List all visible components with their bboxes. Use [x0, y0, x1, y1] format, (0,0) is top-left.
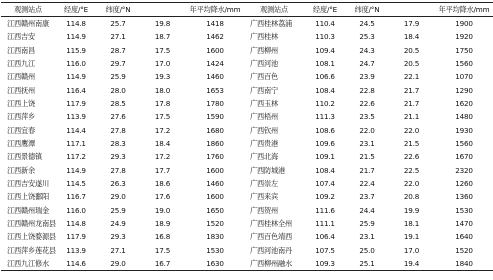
value-cell: 1600: [206, 165, 224, 175]
value-cell: 109.2: [315, 192, 335, 202]
value-cell: 29.3: [110, 232, 126, 242]
value-cell: 1653: [206, 85, 224, 95]
value-cell: 19.4: [403, 258, 420, 268]
station-name-cell: 广西贵港: [250, 138, 278, 148]
value-cell: 25.1: [359, 258, 375, 268]
value-cell: 1070: [455, 72, 473, 82]
value-cell: 20.5: [403, 45, 420, 55]
value-cell: 1900: [455, 19, 473, 28]
value-cell: 107.5: [315, 245, 335, 255]
value-cell: 2320: [455, 165, 473, 175]
value-cell: 18.9: [154, 218, 171, 228]
header-station-left: 观测站点: [14, 5, 42, 14]
value-cell: 19.1: [403, 232, 420, 242]
value-cell: 23.1: [359, 232, 375, 242]
table-row: [1, 83, 493, 96]
value-cell: 24.9: [110, 218, 126, 228]
value-cell: 27.8: [110, 125, 126, 135]
value-cell: 18.6: [154, 178, 171, 188]
value-cell: 24.7: [359, 58, 375, 68]
value-cell: 18.0: [154, 85, 171, 95]
value-cell: 106.6: [315, 72, 335, 82]
value-cell: 1640: [455, 232, 473, 242]
station-name-cell: 广西柳州融水: [250, 258, 292, 268]
value-cell: 17.2: [154, 125, 171, 135]
station-name-cell: 江西新余: [7, 165, 35, 175]
value-cell: 17.7: [154, 165, 171, 175]
table-row: [1, 57, 493, 70]
table-row: [1, 203, 493, 216]
value-cell: 21.7: [403, 85, 420, 95]
value-cell: 22.5: [403, 165, 420, 175]
station-name-cell: 江西景德镇: [7, 152, 42, 162]
value-cell: 1840: [455, 258, 473, 268]
value-cell: 117.9: [66, 98, 86, 108]
value-cell: 109.1: [315, 152, 335, 162]
value-cell: 26.3: [110, 178, 126, 188]
value-cell: 27.6: [110, 112, 126, 122]
value-cell: 114.5: [66, 178, 86, 188]
value-cell: 1360: [455, 192, 473, 202]
value-cell: 1920: [455, 32, 473, 42]
station-name-cell: 广西河池南丹: [250, 245, 292, 255]
value-cell: 29.0: [110, 192, 126, 202]
station-name-cell: 广西钦州: [250, 125, 278, 135]
value-cell: 114.9: [66, 72, 86, 82]
value-cell: 114.4: [66, 125, 86, 135]
value-cell: 21.7: [359, 165, 375, 175]
header-latitude-right: 纬度/°N: [354, 5, 380, 14]
table-row: [1, 177, 493, 190]
value-cell: 23.5: [359, 112, 375, 122]
value-cell: 29.7: [110, 58, 126, 68]
value-cell: 116.0: [66, 58, 86, 68]
header-blank-right: [388, 3, 435, 17]
table-row: [1, 190, 493, 203]
value-cell: 116.0: [66, 205, 86, 215]
value-cell: 25.0: [359, 245, 375, 255]
value-cell: 1600: [206, 45, 224, 55]
value-cell: 117.9: [66, 232, 86, 242]
value-cell: 116.7: [66, 192, 86, 202]
table-row: [1, 244, 493, 257]
table-row: [1, 70, 493, 83]
value-cell: 110.4: [315, 19, 335, 28]
station-name-cell: 广西崇左: [250, 178, 278, 188]
value-cell: 21.5: [403, 138, 420, 148]
value-cell: 1560: [455, 58, 473, 68]
value-cell: 1680: [206, 125, 224, 135]
table-row: [1, 257, 493, 271]
station-name-cell: 广西南宁: [250, 85, 278, 95]
station-name-cell: 广西玉林: [250, 98, 278, 108]
value-cell: 1670: [455, 152, 473, 162]
header-blank-left: [139, 3, 186, 17]
station-name-cell: 江西萍乡: [7, 112, 35, 122]
value-cell: 1470: [455, 218, 473, 228]
value-cell: 1650: [206, 205, 224, 215]
value-cell: 109.3: [315, 258, 335, 268]
value-cell: 21.1: [403, 112, 420, 122]
value-cell: 117.2: [66, 152, 86, 162]
value-cell: 108.1: [315, 58, 335, 68]
value-cell: 22.0: [359, 125, 375, 135]
value-cell: 28.3: [110, 138, 126, 148]
value-cell: 115.9: [66, 45, 86, 55]
value-cell: 22.8: [359, 85, 375, 95]
value-cell: 17.8: [154, 98, 171, 108]
value-cell: 17.6: [154, 192, 171, 202]
table-row: [1, 17, 493, 31]
value-cell: 1520: [206, 218, 224, 228]
value-cell: 17.5: [154, 45, 171, 55]
station-name-cell: 江西上饶婺源县: [7, 232, 56, 242]
value-cell: 1930: [455, 125, 473, 135]
value-cell: 1630: [206, 258, 224, 268]
header-precip-left: 年平均降水/mm: [189, 5, 241, 14]
table-row: [1, 217, 493, 230]
header-latitude-left: 纬度/°N: [105, 5, 131, 14]
value-cell: 27.1: [110, 32, 126, 42]
station-name-cell: 江西赣州南康: [7, 19, 49, 28]
value-cell: 1424: [206, 58, 224, 68]
station-name-cell: 广西桂林荔浦: [250, 19, 292, 28]
value-cell: 25.7: [110, 19, 126, 28]
value-cell: 27.8: [110, 165, 126, 175]
table-row: [1, 110, 493, 123]
value-cell: 22.4: [359, 178, 375, 188]
value-cell: 17.2: [154, 152, 171, 162]
value-cell: 1462: [206, 32, 224, 42]
value-cell: 22.1: [403, 72, 420, 82]
value-cell: 1260: [455, 178, 473, 188]
value-cell: 1290: [455, 85, 473, 95]
station-name-cell: 广西桂林全州: [250, 218, 292, 228]
station-name-cell: 广西柳州: [250, 45, 278, 55]
station-name-cell: 江西萍乡莲花县: [7, 245, 56, 255]
value-cell: 18.4: [154, 138, 171, 148]
value-cell: 25.9: [110, 72, 126, 82]
value-cell: 24.5: [359, 19, 375, 28]
station-name-cell: 江西抚州: [7, 85, 35, 95]
header-station-right: 观测站点: [260, 5, 288, 14]
value-cell: 23.1: [359, 138, 375, 148]
value-cell: 108.6: [315, 125, 335, 135]
value-cell: 18.7: [154, 32, 171, 42]
station-name-cell: 江西九江修水: [7, 258, 49, 268]
value-cell: 1600: [206, 192, 224, 202]
value-cell: 110.2: [315, 98, 335, 108]
station-name-cell: 广西来宾: [250, 192, 278, 202]
header-longitude-right: 经度/°E: [313, 5, 337, 14]
station-name-cell: 江西鹰潭: [7, 138, 35, 148]
value-cell: 1520: [455, 245, 473, 255]
value-cell: 28.7: [110, 45, 126, 55]
value-cell: 25.3: [359, 32, 375, 42]
value-cell: 113.9: [66, 112, 86, 122]
station-name-cell: 广西防城港: [250, 165, 285, 175]
value-cell: 111.3: [315, 112, 335, 122]
value-cell: 19.0: [154, 205, 171, 215]
value-cell: 1590: [206, 112, 224, 122]
value-cell: 28.5: [110, 98, 126, 108]
table-row: [1, 123, 493, 136]
station-table: [1, 2, 493, 271]
value-cell: 19.8: [154, 19, 171, 28]
value-cell: 27.1: [110, 245, 126, 255]
station-name-cell: 江西赣州: [7, 72, 35, 82]
table-row: [1, 163, 493, 176]
value-cell: 17.9: [403, 19, 420, 28]
value-cell: 1760: [206, 152, 224, 162]
value-cell: 21.5: [359, 152, 375, 162]
value-cell: 1480: [455, 112, 473, 122]
value-cell: 114.8: [66, 19, 86, 28]
header-longitude-left: 经度/°E: [64, 5, 88, 14]
value-cell: 17.0: [154, 58, 171, 68]
value-cell: 108.4: [315, 85, 335, 95]
value-cell: 1530: [455, 205, 473, 215]
value-cell: 1750: [455, 45, 473, 55]
table-row: [1, 137, 493, 150]
station-name-cell: 江西宜春: [7, 125, 35, 135]
value-cell: 24.3: [359, 45, 375, 55]
value-cell: 1560: [455, 138, 473, 148]
value-cell: 111.1: [315, 218, 335, 228]
value-cell: 1620: [455, 98, 473, 108]
station-name-cell: 江西南昌: [7, 45, 35, 55]
value-cell: 29.3: [110, 152, 126, 162]
value-cell: 28.0: [110, 85, 126, 95]
value-cell: 114.6: [66, 258, 86, 268]
value-cell: 1780: [206, 98, 224, 108]
station-name-cell: 江西上饶鄱阳: [7, 192, 49, 202]
station-name-cell: 广西梧州: [250, 112, 278, 122]
value-cell: 22.0: [403, 125, 420, 135]
value-cell: 18.1: [403, 218, 420, 228]
value-cell: 17.5: [154, 112, 171, 122]
value-cell: 1830: [206, 232, 224, 242]
value-cell: 21.7: [403, 98, 420, 108]
value-cell: 117.1: [66, 138, 86, 148]
station-name-cell: 广西桂林: [250, 32, 278, 42]
value-cell: 1418: [206, 19, 224, 28]
value-cell: 23.7: [359, 192, 375, 202]
value-cell: 109.6: [315, 138, 335, 148]
value-cell: 22.0: [403, 178, 420, 188]
value-cell: 1530: [206, 245, 224, 255]
value-cell: 1460: [206, 178, 224, 188]
table-row: [1, 30, 493, 43]
value-cell: 20.8: [403, 192, 420, 202]
header-row: [1, 3, 493, 17]
value-cell: 106.4: [315, 232, 335, 242]
station-name-cell: 江西吉安: [7, 32, 35, 42]
value-cell: 22.6: [359, 98, 375, 108]
table-row: [1, 150, 493, 163]
value-cell: 19.9: [403, 205, 420, 215]
value-cell: 20.5: [403, 58, 420, 68]
table-row: [1, 230, 493, 243]
value-cell: 107.4: [315, 178, 335, 188]
station-name-cell: 广西北海: [250, 152, 278, 162]
value-cell: 113.9: [66, 245, 86, 255]
value-cell: 22.6: [403, 152, 420, 162]
value-cell: 108.4: [315, 165, 335, 175]
value-cell: 114.8: [66, 218, 86, 228]
station-name-cell: 江西吉安遂川: [7, 178, 49, 188]
value-cell: 114.9: [66, 32, 86, 42]
station-name-cell: 广西河池: [250, 58, 278, 68]
value-cell: 109.4: [315, 45, 335, 55]
value-cell: 1860: [206, 138, 224, 148]
value-cell: 17.5: [154, 245, 171, 255]
value-cell: 111.6: [315, 205, 335, 215]
value-cell: 110.3: [315, 32, 335, 42]
station-name-cell: 江西赣州龙南县: [7, 218, 56, 228]
value-cell: 114.9: [66, 165, 86, 175]
value-cell: 24.4: [359, 205, 375, 215]
value-cell: 18.4: [403, 32, 420, 42]
value-cell: 116.4: [66, 85, 86, 95]
value-cell: 25.9: [110, 205, 126, 215]
station-name-cell: 江西九江: [7, 58, 35, 68]
value-cell: 19.3: [154, 72, 171, 82]
station-name-cell: 广西百色靖西: [250, 232, 292, 242]
value-cell: 16.7: [154, 258, 171, 268]
table-row: [1, 43, 493, 56]
value-cell: 17.0: [403, 245, 420, 255]
station-name-cell: 江西赣州瑞金: [7, 205, 49, 215]
value-cell: 16.8: [154, 232, 171, 242]
table-row: [1, 97, 493, 110]
value-cell: 25.9: [359, 218, 375, 228]
value-cell: 23.9: [359, 72, 375, 82]
header-precip-right: 年平均降水/mm: [438, 5, 490, 14]
station-name-cell: 江西上饶: [7, 98, 35, 108]
station-name-cell: 广西百色: [250, 72, 278, 82]
value-cell: 29.0: [110, 258, 126, 268]
value-cell: 1460: [206, 72, 224, 82]
station-name-cell: 广西贺州: [250, 205, 278, 215]
